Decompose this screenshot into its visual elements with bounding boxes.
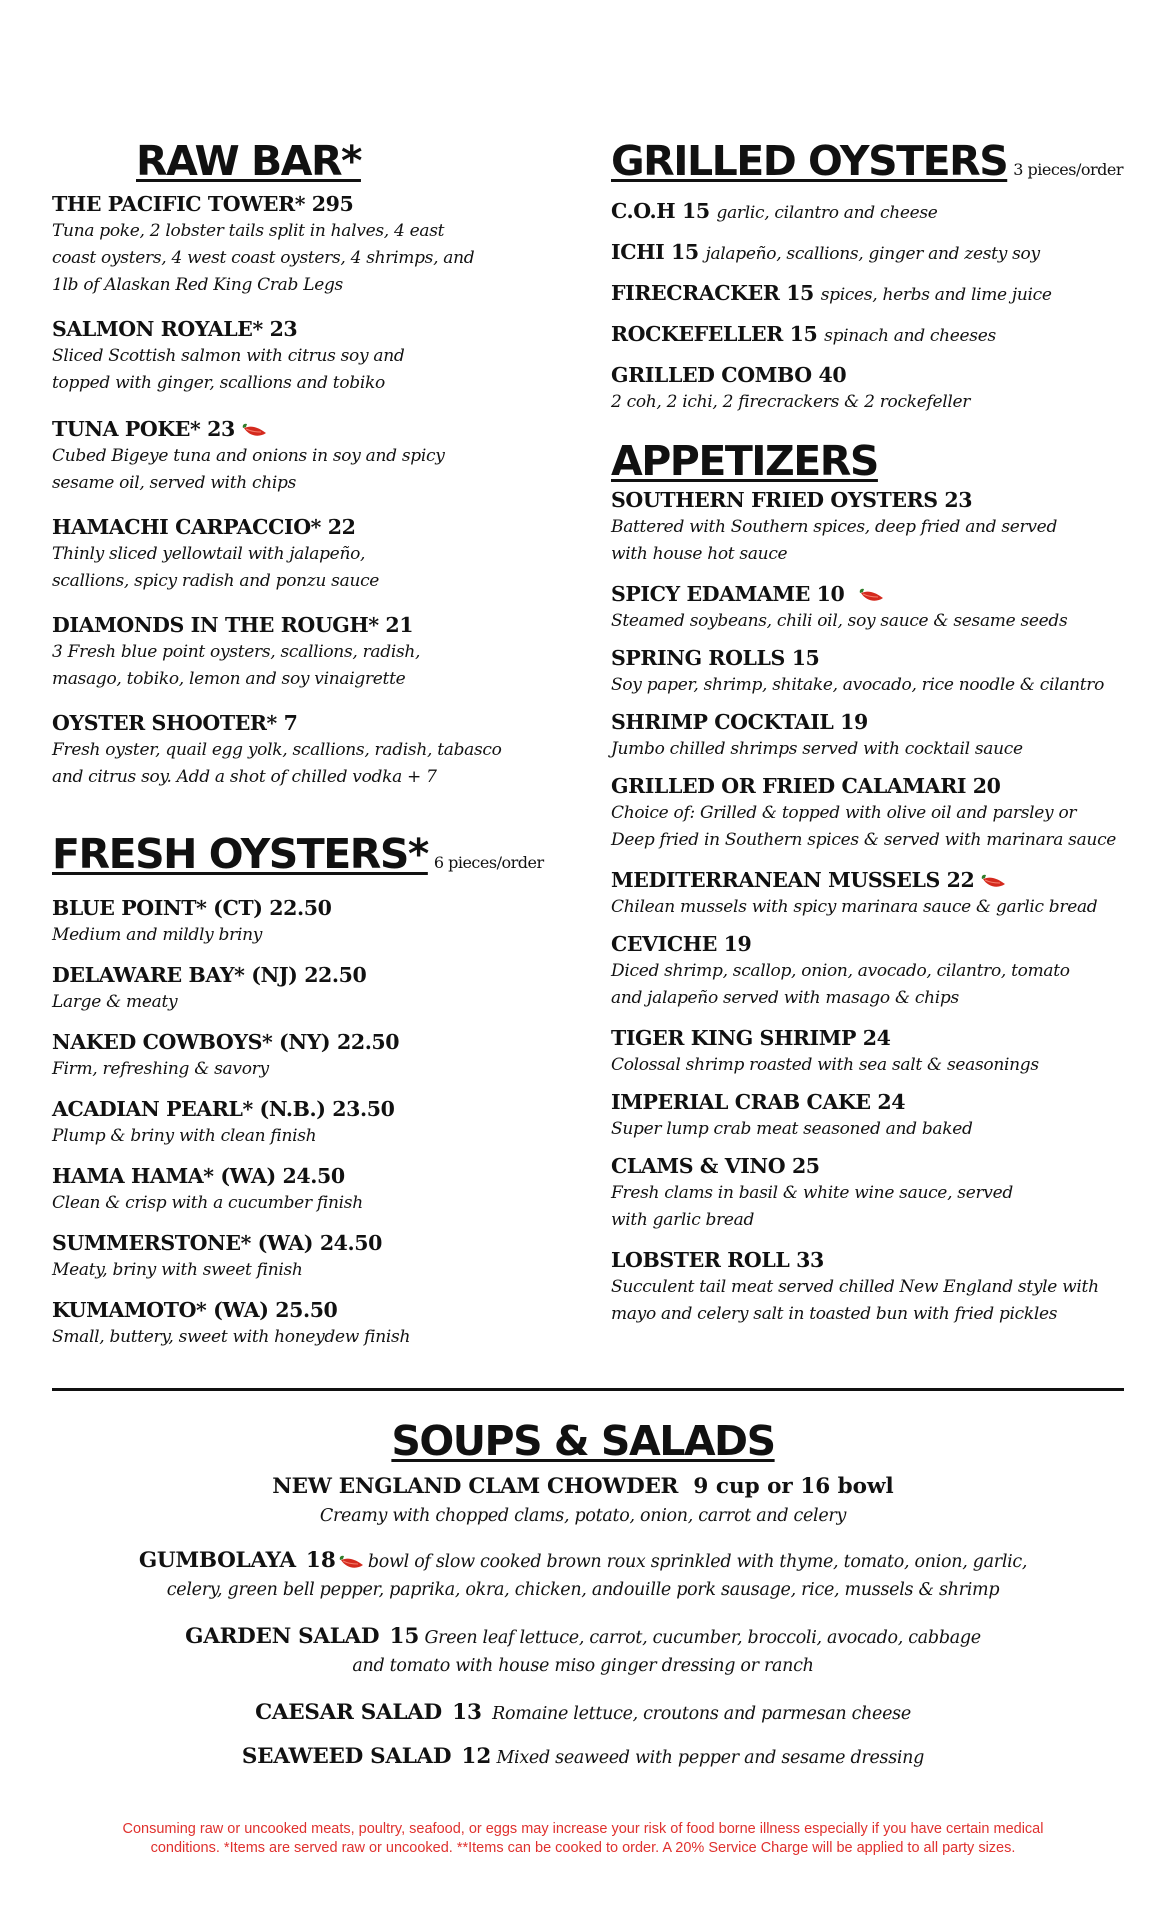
item-desc: Meaty, briny with sweet finish xyxy=(52,1260,303,1280)
item-desc: coast oysters, 4 west coast oysters, 4 shrimps, and xyxy=(52,248,475,268)
item-name: GARDEN SALAD xyxy=(185,1624,380,1649)
menu-item xyxy=(0,1546,1166,1604)
menu-item xyxy=(611,197,1141,227)
item-desc: Soy paper, shrimp, shitake, avocado, rice noodle & cilantro xyxy=(611,675,1105,695)
item-desc: jalapeño, scallions, ginger and zesty soy xyxy=(705,244,1040,264)
item-desc: 1lb of Alaskan Red King Crab Legs xyxy=(52,275,343,295)
item-name: TUNA POKE* 23 xyxy=(52,417,235,441)
item-desc: Choice of: Grilled & topped with olive oil and parsley or xyxy=(611,803,1077,823)
disclaimer-line: Consuming raw or uncooked meats, poultry, seafood, or eggs may increase your risk of food borne illness especially if you have certain medical xyxy=(122,1821,1044,1837)
menu-item xyxy=(52,190,552,299)
menu-item xyxy=(611,486,1141,568)
item-name: GUMBOLAYA xyxy=(138,1548,296,1573)
menu-item xyxy=(52,1095,552,1150)
menu-item xyxy=(52,1162,552,1217)
menu-item xyxy=(611,866,1141,921)
raw-bar-heading: RAW BAR* xyxy=(136,137,361,185)
item-desc: 3 Fresh blue point oysters, scallions, radish, xyxy=(52,642,421,662)
item-desc: Medium and mildly briny xyxy=(52,925,263,945)
item-desc: with house hot sauce xyxy=(611,544,788,564)
item-desc: Romaine lettuce, croutons and parmesan cheese xyxy=(492,1704,911,1724)
menu-item xyxy=(611,1152,1141,1234)
menu-item xyxy=(611,1246,1141,1328)
item-name: SUMMERSTONE* (WA) 24.50 xyxy=(52,1231,383,1255)
item-desc: garlic, cilantro and cheese xyxy=(716,203,938,223)
item-name: CAESAR SALAD xyxy=(255,1700,442,1725)
item-desc: Mixed seaweed with pepper and sesame dressing xyxy=(496,1748,925,1768)
menu-item xyxy=(52,961,552,1016)
item-desc: Deep fried in Southern spices & served with marinara sauce xyxy=(611,830,1117,850)
item-name: BLUE POINT* (CT) 22.50 xyxy=(52,896,332,920)
chili-pepper-icon xyxy=(338,1554,366,1572)
item-desc: mayo and celery salt in toasted bun with fried pickles xyxy=(611,1304,1058,1324)
item-desc: Cubed Bigeye tuna and onions in soy and spicy xyxy=(52,446,445,466)
order-note: 3 pieces/order xyxy=(1013,160,1123,179)
item-desc: Jumbo chilled shrimps served with cocktail sauce xyxy=(611,739,1023,759)
item-desc: Succulent tail meat served chilled New England style with xyxy=(611,1277,1099,1297)
section-divider xyxy=(52,1388,1124,1391)
item-desc: and jalapeño served with masago & chips xyxy=(611,988,959,1008)
item-name: SPICY EDAMAME 10 xyxy=(611,582,845,606)
menu-item xyxy=(611,930,1141,1012)
item-price: 15 xyxy=(389,1624,420,1649)
item-name: SOUTHERN FRIED OYSTERS 23 xyxy=(611,488,973,512)
item-desc: Fresh oyster, quail egg yolk, scallions, radish, tabasco xyxy=(52,740,502,760)
item-name: HAMA HAMA* (WA) 24.50 xyxy=(52,1164,345,1188)
item-name: TIGER KING SHRIMP 24 xyxy=(611,1026,891,1050)
fresh-oysters-heading: FRESH OYSTERS* 6 pieces/order xyxy=(52,831,552,886)
item-name: NEW ENGLAND CLAM CHOWDER xyxy=(272,1474,679,1499)
right-column xyxy=(611,138,1141,1328)
item-name: GRILLED OR FRIED CALAMARI 20 xyxy=(611,774,1001,798)
item-name: SHRIMP COCKTAIL 19 xyxy=(611,710,868,734)
item-name: SALMON ROYALE* 23 xyxy=(52,317,298,341)
item-name: FIRECRACKER 15 xyxy=(611,281,814,305)
item-name: SPRING ROLLS 15 xyxy=(611,646,820,670)
menu-item xyxy=(52,1296,552,1351)
item-desc: and citrus soy. Add a shot of chilled vodka + 7 xyxy=(52,767,437,787)
menu-item xyxy=(611,1088,1141,1143)
item-desc: Fresh clams in basil & white wine sauce, served xyxy=(611,1183,1013,1203)
item-desc: with garlic bread xyxy=(611,1210,755,1230)
item-name: NAKED COWBOYS* (NY) 22.50 xyxy=(52,1030,400,1054)
item-name: CLAMS & VINO 25 xyxy=(611,1154,820,1178)
item-name: DELAWARE BAY* (NJ) 22.50 xyxy=(52,963,367,987)
item-desc: masago, tobiko, lemon and soy vinaigrette xyxy=(52,669,406,689)
item-price: 9 cup or 16 bowl xyxy=(693,1474,894,1499)
item-desc: Tuna poke, 2 lobster tails split in halves, 4 east xyxy=(52,221,445,241)
item-desc: celery, green bell pepper, paprika, okra, chicken, andouille pork sausage, rice, mussels & shrimp xyxy=(166,1580,1000,1600)
item-desc: scallions, spicy radish and ponzu sauce xyxy=(52,571,380,591)
menu-item xyxy=(611,238,1141,268)
item-name: OYSTER SHOOTER* 7 xyxy=(52,711,298,735)
item-desc: Super lump crab meat seasoned and baked xyxy=(611,1119,973,1139)
menu-item xyxy=(52,415,552,497)
item-desc: Colossal shrimp roasted with sea salt & seasonings xyxy=(611,1055,1039,1075)
menu-item xyxy=(52,894,552,949)
chili-pepper-icon xyxy=(858,587,886,605)
menu-item xyxy=(52,709,552,791)
menu-item xyxy=(52,1028,552,1083)
menu-item xyxy=(611,580,1141,635)
menu-item xyxy=(52,315,552,397)
item-price: 13 xyxy=(452,1700,482,1725)
item-desc: spinach and cheeses xyxy=(824,326,996,346)
soups-salads-section xyxy=(0,1418,1166,1772)
item-name: IMPERIAL CRAB CAKE 24 xyxy=(611,1090,906,1114)
menu-item xyxy=(0,1698,1166,1728)
item-price: 12 xyxy=(461,1744,492,1769)
item-name: THE PACIFIC TOWER* 295 xyxy=(52,192,354,216)
item-desc: 2 coh, 2 ichi, 2 firecrackers & 2 rockefeller xyxy=(611,392,971,412)
menu-item xyxy=(0,1622,1166,1680)
menu-item xyxy=(52,513,552,595)
item-desc: Plump & briny with clean finish xyxy=(52,1126,317,1146)
item-desc: and tomato with house miso ginger dressing or ranch xyxy=(352,1656,814,1676)
item-desc: Creamy with chopped clams, potato, onion, carrot and celery xyxy=(319,1506,847,1526)
item-price: 18 xyxy=(305,1548,336,1573)
grilled-oysters-heading: GRILLED OYSTERS 3 pieces/order xyxy=(611,138,1141,193)
item-desc: Large & meaty xyxy=(52,992,178,1012)
item-name: ACADIAN PEARL* (N.B.) 23.50 xyxy=(52,1097,395,1121)
menu-item xyxy=(611,644,1141,699)
menu-item xyxy=(611,708,1141,763)
item-desc: Battered with Southern spices, deep fried and served xyxy=(611,517,1058,537)
disclaimer xyxy=(100,1820,1066,1858)
item-desc: Steamed soybeans, chili oil, soy sauce & sesame seeds xyxy=(611,611,1068,631)
item-name: SEAWEED SALAD xyxy=(241,1744,452,1769)
appetizers-heading: APPETIZERS xyxy=(611,437,878,485)
menu-item xyxy=(611,361,1141,416)
menu-item xyxy=(0,1472,1166,1530)
item-name: ICHI 15 xyxy=(611,240,699,264)
soups-salads-heading: SOUPS & SALADS xyxy=(391,1417,775,1465)
item-name: ROCKEFELLER 15 xyxy=(611,322,818,346)
menu-item xyxy=(611,320,1141,350)
item-desc: sesame oil, served with chips xyxy=(52,473,296,493)
item-desc: Diced shrimp, scallop, onion, avocado, cilantro, tomato xyxy=(611,961,1070,981)
item-name: LOBSTER ROLL 33 xyxy=(611,1248,824,1272)
menu-item xyxy=(611,772,1141,854)
item-desc: Clean & crisp with a cucumber finish xyxy=(52,1193,363,1213)
item-name: KUMAMOTO* (WA) 25.50 xyxy=(52,1298,338,1322)
item-desc: Chilean mussels with spicy marinara sauce & garlic bread xyxy=(611,897,1098,917)
chili-pepper-icon xyxy=(241,422,269,440)
menu-item xyxy=(611,279,1141,309)
left-column xyxy=(52,138,552,1351)
item-desc: bowl of slow cooked brown roux sprinkled with thyme, tomato, onion, garlic, xyxy=(367,1552,1028,1572)
item-desc: Thinly sliced yellowtail with jalapeño, xyxy=(52,544,366,564)
item-desc: Green leaf lettuce, carrot, cucumber, broccoli, avocado, cabbage xyxy=(424,1628,981,1648)
item-desc: Sliced Scottish salmon with citrus soy and xyxy=(52,346,405,366)
menu-item xyxy=(52,611,552,693)
item-desc: spices, herbs and lime juice xyxy=(820,285,1052,305)
item-name: GRILLED COMBO 40 xyxy=(611,363,847,387)
item-name: HAMACHI CARPACCIO* 22 xyxy=(52,515,356,539)
item-desc: Small, buttery, sweet with honeydew finish xyxy=(52,1327,411,1347)
item-name: DIAMONDS IN THE ROUGH* 21 xyxy=(52,613,414,637)
menu-item xyxy=(0,1742,1166,1772)
order-note: 6 pieces/order xyxy=(433,853,544,872)
menu-item xyxy=(611,1024,1141,1079)
item-name: C.O.H 15 xyxy=(611,199,710,223)
item-name-row xyxy=(52,415,552,443)
menu-item xyxy=(52,1229,552,1284)
item-desc: topped with ginger, scallions and tobiko xyxy=(52,373,385,393)
disclaimer-line: conditions. *Items are served raw or uncooked. **Items can be cooked to order. A 20% Service Charge will be applied to all party sizes. xyxy=(150,1840,1016,1856)
chili-pepper-icon xyxy=(980,873,1008,891)
item-name: CEVICHE 19 xyxy=(611,932,752,956)
item-name: MEDITERRANEAN MUSSELS 22 xyxy=(611,868,975,892)
item-desc: Firm, refreshing & savory xyxy=(52,1059,269,1079)
